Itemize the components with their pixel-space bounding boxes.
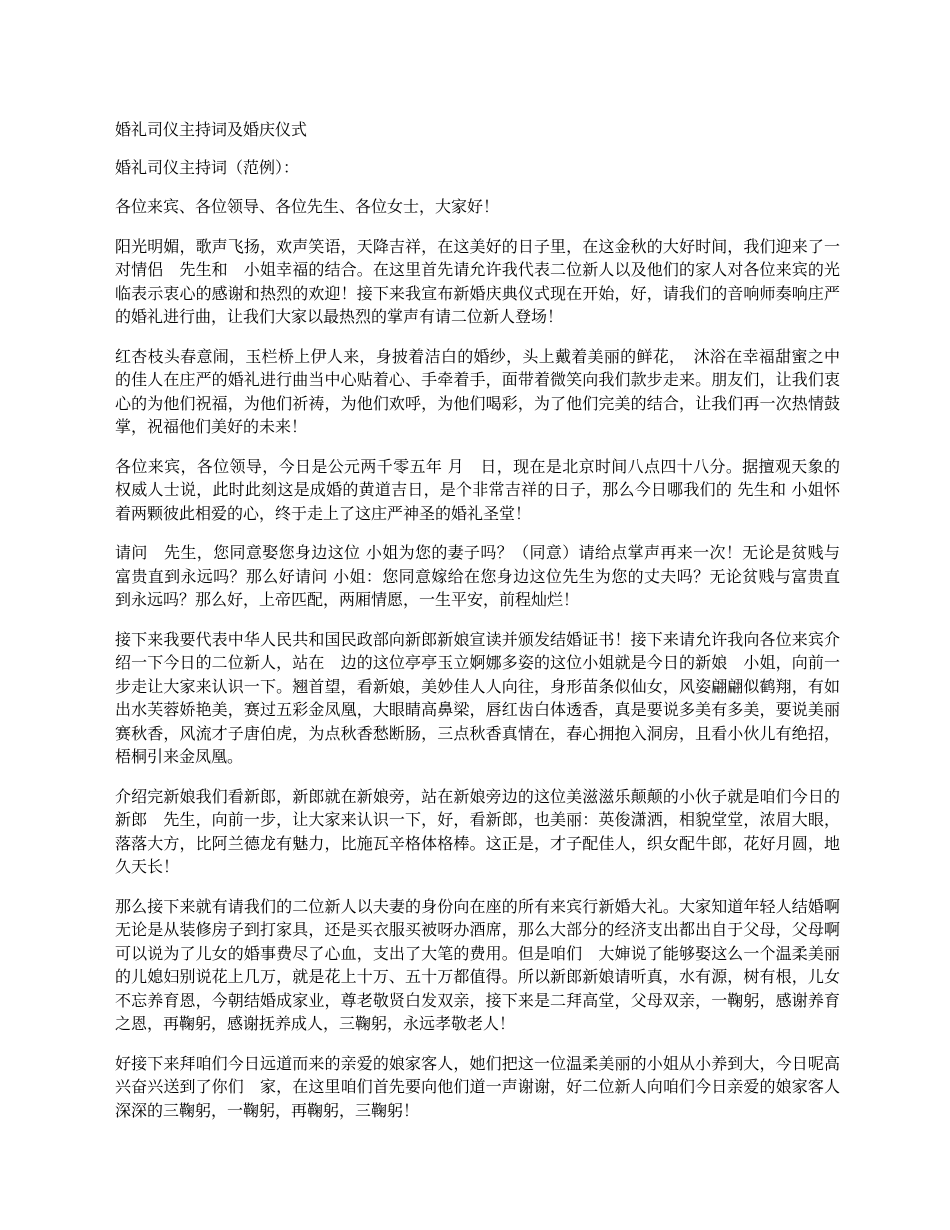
paragraph-auspicious-time: 各位来宾，各位领导，今日是公元两千零五年 月 日，现在是北京时间八点四十八分。据擅观天象的权威人士说，此时此刻这是成婚的黄道吉日，是个非常吉祥的日子，那么今日哪我们的 先生和 小姐怀着两颗彼此相爱的心，终于走上了这庄严神圣的婚礼圣堂！: [115, 456, 840, 523]
paragraph-greeting: 各位来宾、各位领导、各位先生、各位女士，大家好！: [115, 197, 500, 216]
paragraph-introduce-groom: 介绍完新娘我们看新郎，新郎就在新娘旁，站在新娘旁边的这位美滋滋乐颠颠的小伙子就是咱们今日的新郎 先生，向前一步，让大家来认识一下，好，看新郎，也美丽：英俊潇洒，相貌堂堂，浓眉大眼，落落大方，比阿兰德龙有魅力，比施瓦辛格体格棒。这正是，才子配佳人，织女配牛郎，花好月圆，地久天长！: [115, 786, 840, 876]
paragraph-bride-entrance: 红杏枝头春意闹，玉栏桥上伊人来，身披着洁白的婚纱，头上戴着美丽的鲜花， 沐浴在幸福甜蜜之中的佳人在庄严的婚礼进行曲当中心贴着心、手牵着手，面带着微笑向我们款步走来。朋友们，让我们衷心的为他们祝福，为他们祈祷，为他们欢呼，为他们喝彩，为了他们完美的结合，让我们再一次热情鼓掌，祝福他们美好的未来！: [115, 346, 840, 436]
paragraph-bow-guests: 好接下来拜咱们今日远道而来的亲爱的娘家客人，她们把这一位温柔美丽的小姐从小养到大，今日呢高兴奋兴送到了你们 家，在这里咱们首先要向他们道一声谢谢，好二位新人向咱们今日亲爱的娘家客人深深的三鞠躬，一鞠躬，再鞠躬，三鞠躬！: [115, 1053, 840, 1120]
paragraph-opening: 阳光明媚，歌声飞扬，欢声笑语，天降吉祥，在这美好的日子里，在这金秋的大好时间，我们迎来了一对情侣 先生和 小姐幸福的结合。在这里首先请允许我代表二位新人以及他们的家人对各位来宾的光临表示衷心的感谢和热烈的欢迎！接下来我宣布新婚庆典仪式现在开始，好，请我们的音响师奏响庄严的婚礼进行曲，让我们大家以最热烈的掌声有请二位新人登场！: [115, 236, 840, 326]
paragraph-vows: 请问 先生，您同意娶您身边这位 小姐为您的妻子吗？（同意）请给点掌声再来一次！无论是贫贱与富贵直到永远吗？那么好请问 小姐：您同意嫁给在您身边这位先生为您的丈夫吗？无论贫贱与富贵直到永远吗？那么好，上帝匹配，两厢情愿，一生平安，前程灿烂！: [115, 543, 840, 609]
paragraph-bow-parents: 那么接下来就有请我们的二位新人以夫妻的身份向在座的所有来宾行新婚大礼。大家知道年轻人结婚啊无论是从装修房子到打家具，还是买衣服买被呀办酒席，那么大部分的经济支出都出自于父母，父母啊可以说为了儿女的婚事费尽了心血，支出了大笔的费用。但是咱们 大婶说了能够娶这么一个温柔美丽的儿媳妇别说花上几万，就是花上十万、五十万都值得。所以新郎新娘请听真，水有源，树有根，儿女不忘养育恩，今朝结婚成家业，尊老敬贤白发双亲，接下来是二拜高堂，父母双亲，一鞠躬，感谢养育之恩，再鞠躬，感谢抚养成人，三鞠躬，永远孝敬老人！: [115, 896, 840, 1033]
paragraph-introduce-bride: 接下来我要代表中华人民共和国民政部向新郎新娘宣读并颁发结婚证书！接下来请允许我向各位来宾介绍一下今日的二位新人，站在 边的这位亭亭玉立婀娜多姿的这位小姐就是今日的新娘 小姐，向前一步走让大家来认识一下。翘首望，看新娘，美妙佳人人向往，身形苗条似仙女，风姿翩翩似鹤翔，有如出水芙蓉娇艳美，赛过五彩金凤凰，大眼睛高鼻梁，唇红齿白体透香，真是要说多美有多美，要说美丽赛秋香，风流才子唐伯虎，为点秋香愁断肠，三点秋香真情在，春心拥抱入洞房，且看小伙儿有绝招，梧桐引来金凤凰。: [115, 629, 840, 766]
paragraph-subtitle: 婚礼司仪主持词（范例）：: [115, 157, 300, 177]
document-title: 婚礼司仪主持词及婚庆仪式: [115, 120, 308, 139]
document-page: [115, 118, 840, 1138]
